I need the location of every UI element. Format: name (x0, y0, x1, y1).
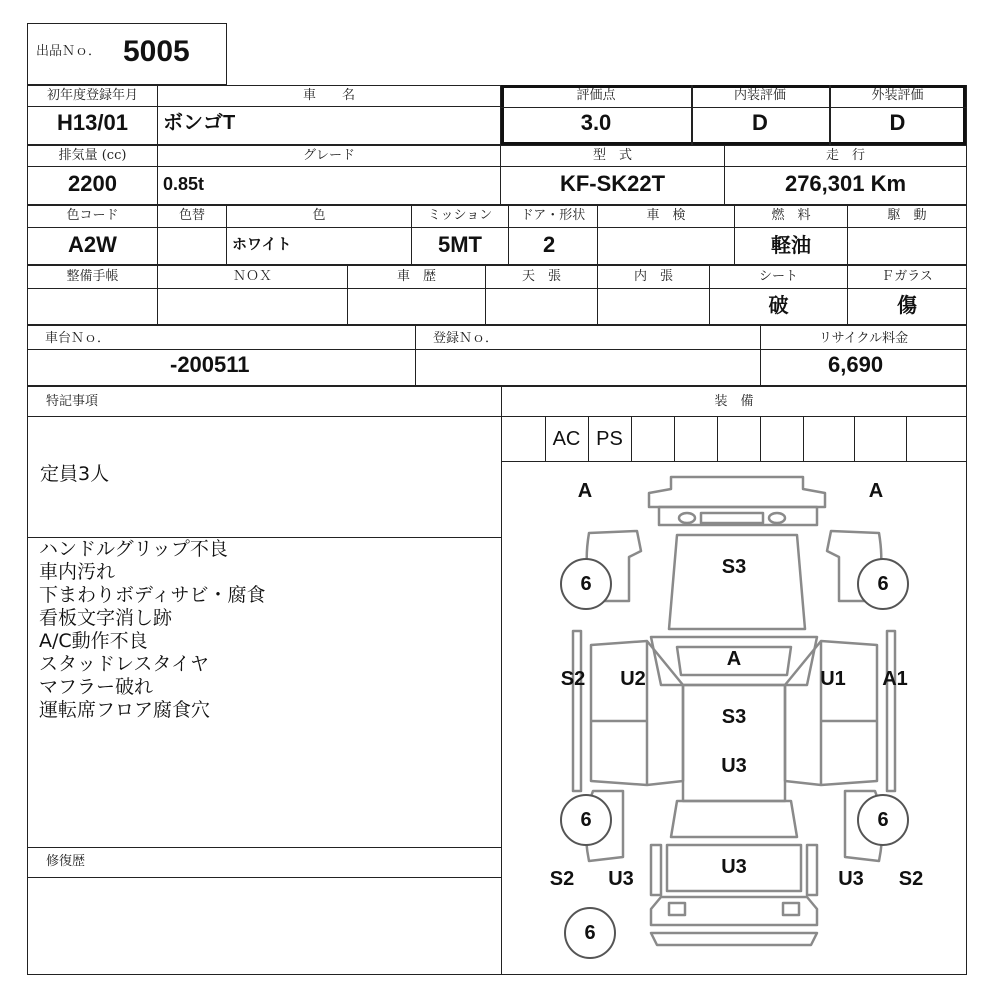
mark-cab-roof: S3 (721, 706, 747, 728)
mileage-label: 走 行 (825, 148, 865, 163)
mark-front-left: A (577, 480, 593, 502)
mark-rear-right-inner: U3 (838, 868, 864, 890)
recycle-value: 6,690 (828, 352, 884, 377)
notes-top-text: 定員3人 (40, 463, 110, 485)
model-label: 型 式 (592, 148, 632, 163)
car-name-value: ボンゴT (163, 112, 236, 134)
chassis-value: -200511 (170, 352, 250, 377)
interior-label: 内装評価 (733, 88, 786, 103)
mark-rear-left-inner: U3 (608, 868, 634, 890)
seat-value: 破 (768, 293, 789, 317)
notes-header (27, 386, 502, 417)
exterior-label: 外装評価 (871, 88, 924, 103)
mark-front-right: A (868, 480, 884, 502)
left-side-outline (591, 641, 683, 785)
model-value: KF-SK22T (559, 171, 666, 196)
repair-header (27, 847, 502, 878)
chassis-label: 車台Ｎｏ． (45, 331, 111, 346)
mission-value: 5MT (438, 232, 482, 257)
repair-label: 修復歴 (46, 854, 86, 869)
color-code-value: A2W (68, 232, 117, 257)
equipment-item-ac: AC (552, 428, 581, 450)
tire-rear-left: 6 (560, 794, 612, 846)
first-reg-label: 初年度登録年月 (46, 88, 138, 103)
note-line: A/C動作不良 (39, 630, 148, 652)
color-value: ホワイト (232, 236, 292, 253)
note-line: マフラー破れ (39, 676, 154, 698)
exterior-value: D (889, 110, 906, 135)
mark-right-side: A1 (882, 668, 908, 690)
color-code-label: 色コード (66, 208, 119, 223)
nox-label: ＮＯＸ (232, 269, 272, 284)
score-label: 評価点 (576, 88, 616, 103)
service-label: 整備手帳 (66, 269, 119, 284)
grade-value: 0.85t (163, 174, 205, 194)
repair-box (27, 877, 502, 975)
tire-rear-right: 6 (857, 794, 909, 846)
mark-bed: U3 (721, 856, 747, 878)
tire-front-left: 6 (560, 558, 612, 610)
mark-hood: S3 (721, 556, 747, 578)
mission-label: ミッション (427, 208, 493, 223)
interior-value: D (752, 110, 768, 135)
note-line: 車内汚れ (39, 561, 116, 583)
displacement-value: 2200 (68, 171, 117, 196)
car-name-label: 車 名 (302, 88, 355, 103)
mark-right-door: U1 (820, 668, 846, 690)
lot-label: 出品Ｎｏ． (36, 44, 102, 59)
history-label: 車 歴 (396, 269, 436, 284)
mark-rear-left-outer: S2 (549, 868, 575, 890)
first-reg-value: H13/01 (57, 110, 128, 135)
mileage-value: 276,301 Km (784, 171, 907, 196)
notes-label: 特記事項 (46, 394, 99, 409)
inner-label: 内 張 (633, 269, 673, 284)
recycle-label: リサイクル料金 (818, 331, 909, 346)
color-label: 色 (312, 208, 326, 223)
roof-label: 天 張 (521, 269, 561, 284)
inspection-label: 車 検 (646, 208, 686, 223)
front-bumper-outline (649, 477, 825, 507)
displacement-label: 排気量 (cc) (58, 148, 127, 163)
repaint-label: 色替 (178, 208, 205, 223)
glass-label: Ｆガラス (881, 269, 933, 284)
tire-front-right: 6 (857, 558, 909, 610)
right-side-outline (785, 641, 877, 785)
door-label: ドア・形状 (520, 208, 586, 223)
drive-label: 駆 動 (887, 208, 927, 223)
notes-list (39, 538, 265, 722)
fuel-value: 軽油 (771, 233, 811, 257)
mark-cab-rear: U3 (721, 755, 747, 777)
mark-left-door: U2 (620, 668, 646, 690)
equipment-label: 装 備 (714, 394, 754, 409)
door-value: 2 (543, 232, 556, 257)
rear-bumper-outline (651, 897, 817, 925)
tire-spare: 6 (564, 907, 616, 959)
fuel-label: 燃 料 (771, 208, 811, 223)
note-line: ハンドルグリップ不良 (39, 538, 228, 560)
grade-label: グレード (302, 148, 355, 163)
note-line: 運転席フロア腐食穴 (39, 699, 211, 721)
hood-outline (669, 535, 805, 629)
note-line: 看板文字消し跡 (39, 607, 173, 629)
reg-no-label: 登録Ｎｏ． (433, 331, 499, 346)
equipment-item-ps: PS (596, 428, 623, 450)
mark-rear-right-outer: S2 (898, 868, 924, 890)
seat-label: シート (758, 269, 798, 284)
note-line: スタッドレスタイヤ (39, 653, 210, 675)
score-value: 3.0 (580, 110, 612, 135)
glass-value: 傷 (897, 293, 917, 317)
mark-roof-front: A (726, 648, 742, 670)
mark-left-side: S2 (560, 668, 586, 690)
lot-number: 5005 (123, 35, 190, 68)
cab-roof-outline (683, 685, 785, 801)
note-line: 下まわりボディサビ・腐食 (39, 584, 266, 606)
